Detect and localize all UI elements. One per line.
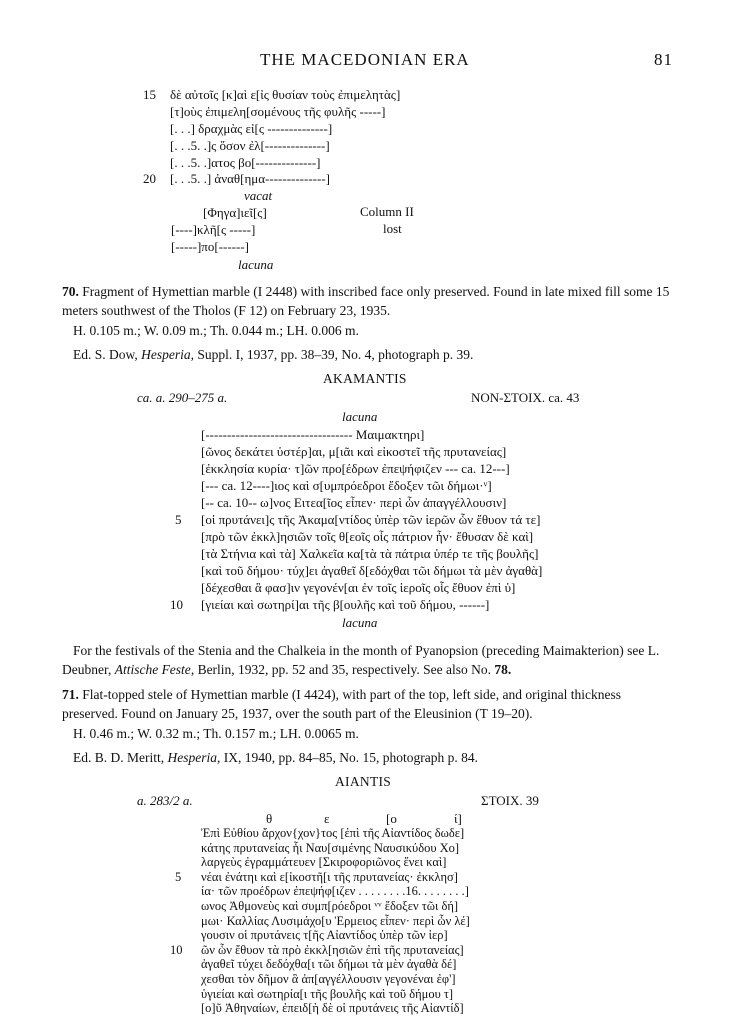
inscription-line: [. . .5. .] ἀναθ[ημα--------------] (170, 171, 330, 186)
inscription-line: χεσθαι τὸν δῆμον ἃ ἀπ[αγγέλλουσιν γεγονέναι ἐφ'] (201, 972, 456, 986)
running-header-title: THE MACEDONIAN ERA (260, 50, 470, 69)
inscription-line: [. . .] δραχμὰς εἰ[ς --------------] (170, 121, 333, 136)
inscription-line: γουσιν οἱ πρυτάνεις τ[ῆς Αἰαντίδος ὑπὲρ τῶν ἱερ] (201, 928, 448, 943)
cross-reference: 78. (494, 662, 512, 677)
tribe-heading: AKAMANTIS (323, 371, 407, 386)
description-text: Flat-topped stele of Hymettian marble (I 4424), with part of the top, left side, and original thickness preserved. Found on January 25, 1937, over the south part of the Eleusinion (T 19–20). (62, 687, 621, 721)
line-number: 15 (143, 87, 156, 102)
entry-number: 70. (62, 284, 79, 299)
dimensions: H. 0.105 m.; W. 0.09 m.; Th. 0.044 m.; LH. 0.006 m. (73, 323, 359, 338)
inscription-line: μωι· Καλλίας Λυσιμάχο[υ Ἑρμειος εἶπεν· περὶ ὧν λέ] (201, 913, 470, 928)
inscription-line: [ο]ῦ Ἀθηναίων, ἐπειδ[ὴ δὲ οἱ πρυτάνεις τῆς Αἰαντίδ] (201, 1001, 464, 1016)
top-letter: ε (324, 811, 330, 826)
top-letter: ί] (454, 811, 462, 826)
top-letter: [ο (386, 811, 397, 826)
vacat-label: vacat (244, 188, 273, 203)
edition-journal: Hesperia (141, 347, 191, 362)
inscription-line: [----]κλῆ[ς -----] (171, 222, 256, 237)
entry-number: 71. (62, 687, 79, 702)
inscription-line: [οἱ πρυτάνει]ς τῆς Ἀκαμα[ντίδος ὑπὲρ τῶν ἱερῶν ὧν ἔθυον τά τε] (201, 512, 541, 527)
line-number: 20 (143, 171, 156, 186)
commentary-text: , Berlin, 1932, pp. 52 and 35, respectively. See also No. (190, 662, 495, 677)
inscription-line: [τ]οὺς ἐπιμελη[σομένους τῆς φυλῆς -----] (170, 104, 386, 119)
edition (73, 345, 473, 364)
inscription-line: [τὰ Στήνια καὶ τὰ] Χαλκεῖα κα[τὰ τὰ πάτρια ὑπέρ τε τῆς βουλῆς] (201, 546, 539, 561)
entry-description (62, 685, 674, 723)
inscription-line: [. . .5. .]ς ὅσον ἐλ[--------------] (170, 138, 330, 153)
date-label: ca. a. 290–275 a. (137, 390, 228, 405)
lacuna-label: lacuna (342, 615, 378, 630)
inscription-line: ῶν ὧν ἔθυον τὰ πρὸ ἐκκλ[ησιῶν ἐπὶ τῆς πρυτανείας] (201, 942, 464, 957)
line-number: 10 (170, 942, 183, 957)
stoich-label: NON-ΣΤΟΙΧ. ca. 43 (471, 390, 580, 405)
inscription-line: [-----]πο[------] (171, 239, 249, 254)
edition-text: , IX, 1940, pp. 84–85, No. 15, photograph p. 84. (217, 750, 478, 765)
inscription-line: [Φηγα]ιεῖ[ς] (203, 205, 267, 220)
inscription-line: δὲ αὐτοῖς [κ]αὶ ε[ἰς θυσίαν τοὺς ἐπιμελητὰς] (170, 87, 401, 102)
column-note: Column II (360, 204, 414, 219)
inscription-line: [-- ca. 10-- ω]νος Ειτεα[ῖος εἶπεν· περὶ ὧν ἀπαγγέλλουσιν] (201, 495, 507, 510)
inscription-line: ἀγαθεῖ τύχει δεδόχθα[ι τῶι δήμωι τὰ μὲν ἀγαθὰ δέ] (201, 957, 457, 972)
date-label: a. 283/2 a. (137, 793, 193, 808)
inscription-line: [. . .5. .]ατος βο[--------------] (170, 155, 321, 170)
tribe-heading: AIANTIS (335, 774, 392, 789)
inscription-line: ωνος Ἀθμονεὺς καὶ συμπ[ρόεδροι ᵛᵛ ἔδοξεν τῶι δή] (201, 899, 459, 913)
inscription-line: [--- ca. 12----]ιος καὶ σ[υμπρόεδροι ἔδοξεν τῶι δήμωι·ᵛ] (201, 478, 492, 493)
inscription-line: λαργεὺς ἐγραμμάτευεν [Σκιροφοριῶνος ἕνει καὶ] (201, 855, 447, 870)
line-number: 5 (175, 512, 182, 527)
inscription-line: κάτης πρυτανείας ἧι Ναυ[σιμένης Ναυσικύδου Χο] (201, 840, 460, 855)
lacuna-label: lacuna (238, 257, 274, 272)
inscription-line: [γιείαι καὶ σωτηρί]αι τῆς β[ουλῆς καὶ τοῦ δήμου, ------] (201, 597, 490, 612)
inscription-line: ία· τῶν προέδρων ἐπεψήφ[ιζεν . . . . . . . .16. . . . . . . .] (201, 884, 469, 899)
description-text: Fragment of Hymettian marble (I 2448) with inscribed face only preserved. Found in late mixed fill some 15 meters southwest of the Tholos (F 12) on February 23, 1935. (62, 284, 670, 318)
edition (73, 748, 478, 767)
inscription-line: [ἐκκλησία κυρία· τ]ῶν προ[έδρων ἐπεψήφιζεν --- ca. 12---] (201, 461, 510, 476)
line-number: 10 (170, 597, 183, 612)
lacuna-label: lacuna (342, 409, 378, 424)
edition-journal: Hesperia (167, 750, 217, 765)
column-note: lost (383, 221, 402, 236)
inscription-line: νέαι ἐνάτηι καὶ ε[ἰκοστῆ[ι τῆς πρυτανείας· ἐκκλησ] (201, 869, 458, 884)
dimensions: H. 0.46 m.; W. 0.32 m.; Th. 0.157 m.; LH. 0.0065 m. (73, 726, 359, 741)
entry-description (62, 282, 672, 320)
commentary (62, 641, 674, 679)
commentary-book: Attische Feste (114, 662, 191, 677)
inscription-line: [καὶ τοῦ δήμου· τύχ]ει ἀγαθεῖ δ[εδόχθαι τῶι δήμωι τὰ μὲν ἀγαθὰ] (201, 563, 543, 578)
edition-text: Ed. S. Dow, (73, 347, 142, 362)
edition-text: , Suppl. I, 1937, pp. 38–39, No. 4, photograph p. 39. (190, 347, 474, 362)
stoich-label: ΣΤΟΙΧ. 39 (481, 793, 539, 808)
commentary-text: For the festivals of the Stenia and the Chalkeia in the month of Pyanopsion (preceding Maimakterion) see L. Deubner, (62, 643, 660, 677)
inscription-line: [ῶνος δεκάτει ὑστέρ]αι, μ[ιᾶι καὶ εἰκοστεῖ τῆς πρυτανείας] (201, 444, 507, 459)
inscription-line: Ἐπὶ Εὐθίου ἄρχον{χον}τος [ἐπὶ τῆς Αἰαντίδος δωδε] (201, 826, 465, 840)
page-number: 81 (654, 50, 673, 69)
inscription-line: ὑγιείαι καὶ σωτηρία[ι τῆς βουλῆς καὶ τοῦ δήμου τ] (201, 986, 454, 1001)
inscription-line: [---------------------------------- Μαιμακτηρι] (201, 427, 425, 442)
top-letter: θ (266, 811, 273, 826)
line-number: 5 (175, 869, 182, 884)
edition-text: Ed. B. D. Meritt, (73, 750, 168, 765)
inscription-line: [πρὸ τῶν ἐκκλ]ησιῶν τοῖς θ[εοῖς οἷς πάτριον ἦν· ἔθυσαν δὲ καὶ] (201, 529, 534, 544)
inscription-line: [δέχεσθαι ἃ φασ]ιν γεγονέν[αι ἐν τοῖς ἱεροῖς οἷς ἔθυον ἐπὶ ὑ] (201, 580, 516, 595)
